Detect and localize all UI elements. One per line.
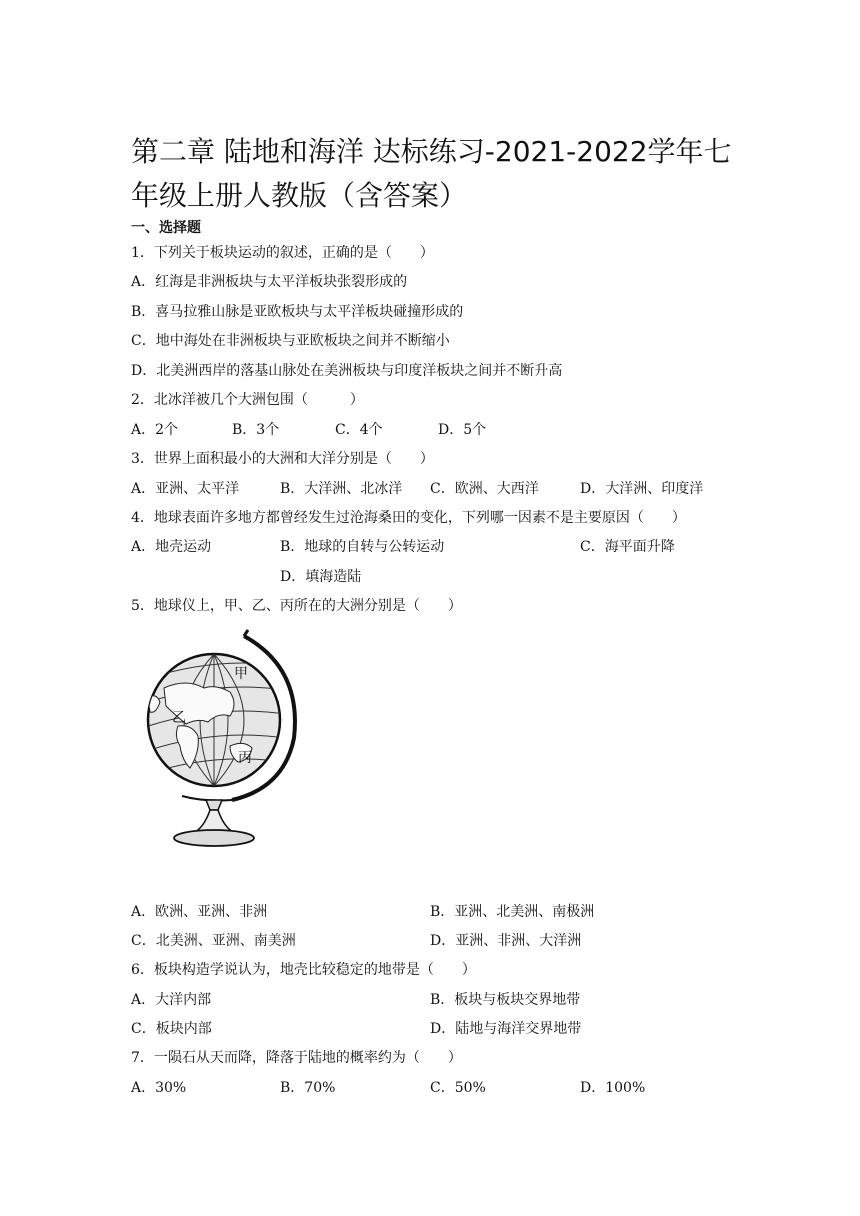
- globe-label-jia: 甲: [234, 666, 248, 682]
- question-7-option-b[interactable]: B．70%: [280, 1080, 336, 1096]
- document-title: 第二章 陆地和海洋 达标练习-2021-2022学年七年级上册人教版（含答案）: [131, 135, 732, 212]
- question-3-option-b[interactable]: B．大洋洲、北冰洋: [280, 481, 403, 497]
- question-4-option-a[interactable]: A．地壳运动: [131, 539, 212, 555]
- question-1-option-b[interactable]: B．喜马拉雅山脉是亚欧板块与太平洋板块碰撞形成的: [131, 304, 464, 320]
- question-2-option-a[interactable]: A．2个: [131, 422, 179, 438]
- question-7-option-c[interactable]: C．50%: [430, 1080, 486, 1096]
- question-6-stem: 6．板块构造学说认为，地壳比较稳定的地带是（ ）: [131, 962, 476, 978]
- question-5-stem: 5．地球仪上，甲、乙、丙所在的大洲分别是（ ）: [131, 598, 462, 614]
- question-1-option-c[interactable]: C．地中海处在非洲板块与亚欧板块之间并不断缩小: [131, 333, 450, 349]
- question-6-option-b[interactable]: B．板块与板块交界地带: [430, 992, 581, 1008]
- question-5-option-b[interactable]: B．亚洲、北美洲、南极洲: [430, 904, 595, 920]
- question-1-stem: 1．下列关于板块运动的叙述，正确的是（ ）: [131, 245, 434, 261]
- globe-label-yi: 乙: [172, 710, 186, 726]
- section-heading: 一、选择题: [131, 220, 201, 236]
- question-6-option-a[interactable]: A．大洋内部: [131, 992, 212, 1008]
- question-2-option-d[interactable]: D．5个: [438, 422, 487, 438]
- question-6-option-c[interactable]: C．板块内部: [131, 1021, 212, 1037]
- question-5-option-c[interactable]: C．北美洲、亚洲、南美洲: [131, 933, 296, 949]
- question-3-stem: 3．世界上面积最小的大洲和大洋分别是（ ）: [131, 451, 434, 467]
- question-6-option-d[interactable]: D．陆地与海洋交界地带: [430, 1021, 582, 1037]
- question-4-option-c[interactable]: C．海平面升降: [580, 539, 675, 555]
- question-1-option-a[interactable]: A．红海是非洲板块与太平洋板块张裂形成的: [131, 274, 408, 290]
- question-2-option-c[interactable]: C．4个: [335, 422, 383, 438]
- question-3-option-a[interactable]: A．亚洲、太平洋: [131, 481, 240, 497]
- globe-label-bing: 丙: [238, 750, 252, 766]
- question-7-option-d[interactable]: D．100%: [580, 1080, 646, 1096]
- question-2-stem: 2．北冰洋被几个大洲包围（ ）: [131, 392, 364, 408]
- question-5-option-d[interactable]: D．亚洲、非洲、大洋洲: [430, 933, 582, 949]
- globe-figure: [134, 628, 304, 858]
- question-3-option-c[interactable]: C．欧洲、大西洋: [430, 481, 539, 497]
- question-7-option-a[interactable]: A．30%: [131, 1080, 187, 1096]
- question-4-option-b[interactable]: B．地球的自转与公转运动: [280, 539, 445, 555]
- question-3-option-d[interactable]: D．大洋洲、印度洋: [580, 481, 704, 497]
- question-1-option-d[interactable]: D．北美洲西岸的落基山脉处在美洲板块与印度洋板块之间并不断升高: [131, 363, 563, 379]
- question-4-stem: 4．地球表面许多地方都曾经发生过沧海桑田的变化，下列哪一因素不是主要原因（ ）: [131, 510, 686, 526]
- question-5-option-a[interactable]: A．欧洲、亚洲、非洲: [131, 904, 268, 920]
- question-4-option-d[interactable]: D．填海造陆: [280, 569, 362, 585]
- question-7-stem: 7．一陨石从天而降，降落于陆地的概率约为（ ）: [131, 1050, 462, 1066]
- question-2-option-b[interactable]: B．3个: [232, 422, 280, 438]
